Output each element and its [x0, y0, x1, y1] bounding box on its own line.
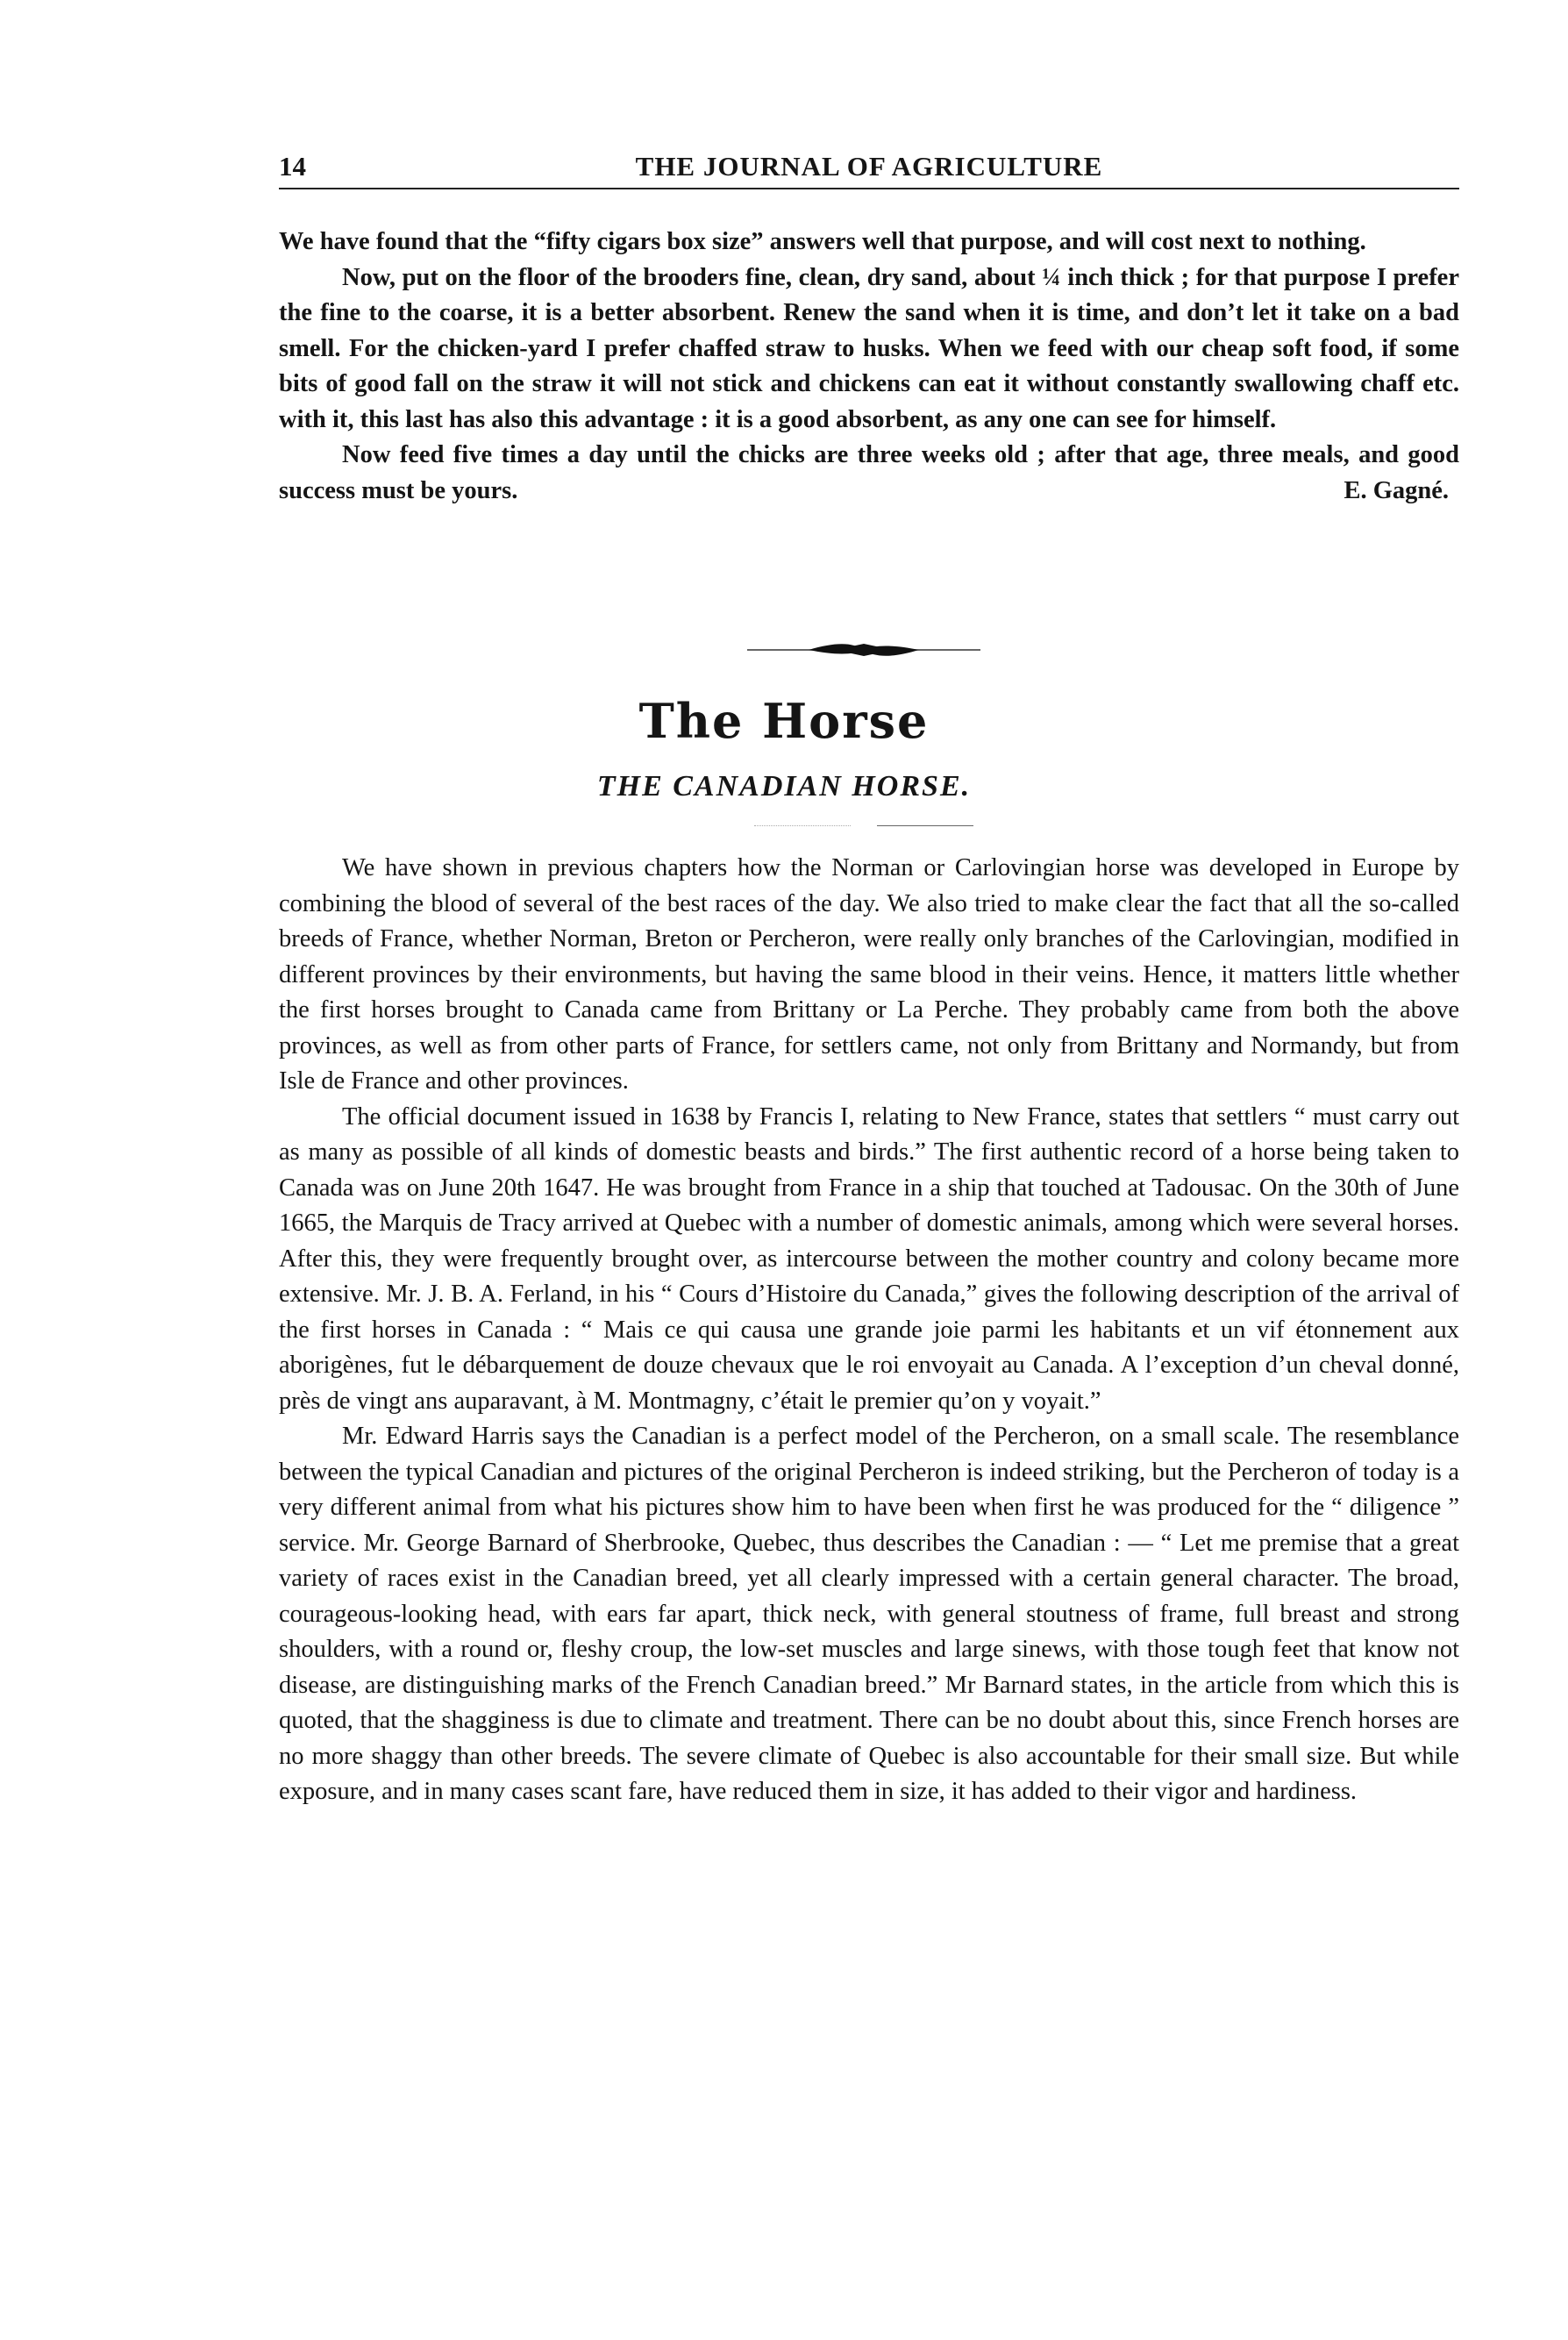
section-title: The Horse	[638, 693, 930, 749]
canadian-horse-article	[279, 851, 1459, 1810]
page-header	[279, 149, 1459, 189]
paragraph: We have shown in previous chapters how the Norman or Carlovingian horse was developed in Europe by combining the blood of several of the best races of the day. We also tried to make clear the fact that all the so-called breeds of France, whether Norman, Breton or Percheron, were really only branches of the Carlovingian, modified in different provinces by their environments, but having the same blood in their veins. Hence, it matters little whether the first horses brought to Canada came from Brittany or La Perche. They probably came from both the above provinces, as well as from other parts of France, for settlers came, not only from Brittany and Normandy, but from Isle de France and other provinces.	[279, 854, 1459, 1095]
paragraph: We have found that the “fifty cigars box size” answers well that purpose, and will cost next to nothing.	[279, 228, 1366, 255]
paragraph: Mr. Edward Harris says the Canadian is a perfect model of the Percheron, on a small scale. The resemblance between the typical Canadian and pictures of the original Percheron is indeed striking, but the Percheron of today is a very different animal from what his pictures show him to have been when first he was produced for the “ diligence ” service. Mr. George Barnard of Sherbrooke, Quebec, thus describes the Canadian : — “ Let me premise that a great variety of races exist in the Canadian breed, yet all clearly impressed with a certain general character. The broad, courageous-looking head, with ears far apart, thick neck, with general stoutness of frame, full breast and strong shoulders, with a round or, fleshy croup, the low-set muscles and large sinews, with those tough feet that know not disease, are distinguishing marks of the French Canadian breed.” Mr Barnard states, in the article from which this is quoted, that the shagginess is due to climate and treatment. There can be no doubt about this, since French horses are no more shaggy than other breeds. The severe climate of Quebec is also accountable for their small size. But while exposure, and in many cases scant fare, have reduced them in size, it has added to their vigor and hardiness.	[279, 1423, 1459, 1805]
author-signature: E. Gagné.	[1343, 476, 1449, 504]
page-number: 14	[279, 151, 306, 182]
ornamental-divider-icon	[747, 639, 980, 661]
title-rule-left	[754, 825, 851, 826]
paragraph: Now, put on the floor of the brooders fine, clean, dry sand, about ¼ inch thick ; for that purpose I prefer the fine to the coarse, it is a better absorbent. Renew the sand when it is time, and don’t let it take on a bad smell. For the chicken-yard I prefer chaffed straw to husks. When we feed with our cheap soft food, if some bits of good fall on the straw it will not stick and chickens can eat it without constantly swallowing chaff etc. with it, this last has also this advantage : it is a good absorbent, as any one can see for himself.	[279, 263, 1459, 433]
paragraph-with-signature	[279, 438, 1459, 509]
paragraph: The official document issued in 1638 by Francis I, relating to New France, states that settlers “ must carry out as many as possible of all kinds of domestic beasts and birds.” The first authentic record of a horse being taken to Canada was on June 20th 1647. He was brought from France in a ship that touched at Tadousac. On the 30th of June 1665, the Marquis de Tracy arrived at Quebec with a number of domestic animals, among which were several horses. After this, they were frequently brought over, as intercourse between the mother country and colony became more extensive. Mr. J. B. A. Ferland, in his “ Cours d’Histoire du Canada,” gives the following description of the arrival of the first horses in Canada : “ Mais ce qui causa une grande joie parmi les habitants et un vif étonnement aux aborigènes, fut le débarquement de douze chevaux que le roi envoyait au Canada. A l’exception d’un cheval donné, près de vingt ans auparavant, à M. Montmagny, c’était le premier qu’on y voyait.”	[279, 1102, 1459, 1415]
paragraph-text: Now feed five times a day until the chicks are three weeks old ; after that age, three meals, and good success must be yours.	[279, 441, 1459, 504]
title-rule-right	[877, 825, 973, 826]
article-title: THE CANADIAN HORSE.	[596, 770, 972, 803]
poultry-article-end	[279, 225, 1459, 509]
running-head: THE JOURNAL OF AGRICULTURE	[635, 151, 1103, 182]
